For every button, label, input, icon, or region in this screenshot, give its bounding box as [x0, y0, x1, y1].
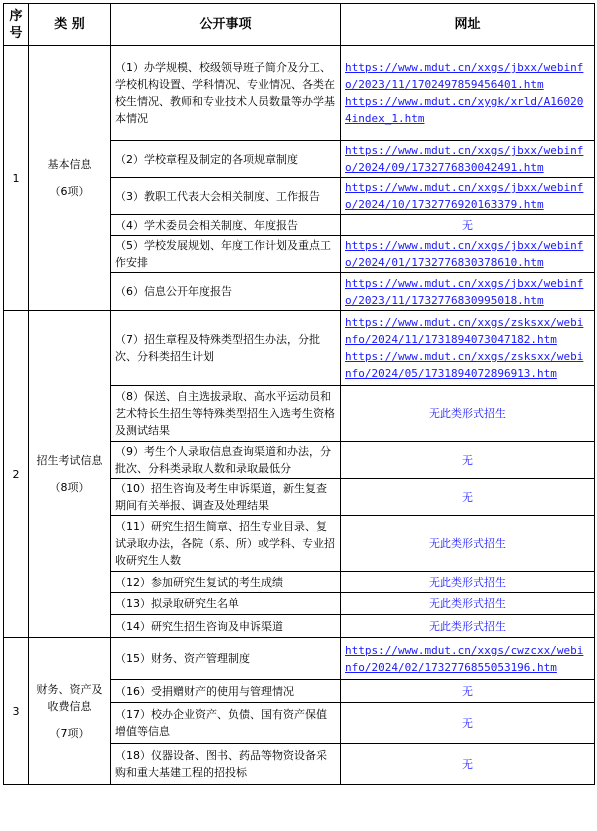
- url-cell: [341, 273, 595, 311]
- table-body: [4, 46, 595, 785]
- disclosure-item: （15）财务、资产管理制度: [111, 638, 341, 680]
- disclosure-item: （11）研究生招生简章、招生专业目录、复试录取办法，各院（系、所）或学科、专业招收研究生人数: [111, 516, 341, 572]
- group-seq: 1: [4, 46, 29, 311]
- disclosure-item: （13）拟录取研究生名单: [111, 593, 341, 615]
- disclosure-link[interactable]: https://www.mdut.cn/xxgs/jbxx/webinfo/2024/09/1732776830042491.htm: [345, 144, 584, 174]
- status-text: 无: [341, 744, 595, 785]
- disclosure-item: （18）仪器设备、图书、药品等物资设备采购和重大基建工程的招投标: [111, 744, 341, 785]
- status-text: 无此类形式招生: [341, 615, 595, 638]
- disclosure-link[interactable]: https://www.mdut.cn/xxgs/jbxx/webinfo/2023/11/1702497859456401.htm: [345, 61, 584, 91]
- status-text: 无此类形式招生: [341, 516, 595, 572]
- url-cell: [341, 311, 595, 386]
- status-text: 无: [341, 680, 595, 703]
- status-text: 无此类形式招生: [341, 593, 595, 615]
- disclosure-item: （4）学术委员会相关制度、年度报告: [111, 215, 341, 236]
- disclosure-item: （16）受捐赠财产的使用与管理情况: [111, 680, 341, 703]
- disclosure-link[interactable]: https://www.mdut.cn/xxgs/jbxx/webinfo/2024/10/1732776920163379.htm: [345, 181, 584, 211]
- table-row: [4, 638, 595, 680]
- group-category: [29, 311, 111, 638]
- disclosure-item: （3）教职工代表大会相关制度、工作报告: [111, 178, 341, 215]
- status-text: 无此类形式招生: [341, 572, 595, 593]
- disclosure-link[interactable]: https://www.mdut.cn/xxgs/jbxx/webinfo/2023/11/1732776830995018.htm: [345, 276, 584, 307]
- disclosure-item: （2）学校章程及制定的各项规章制度: [111, 141, 341, 178]
- category-name: 招生考试信息: [36, 454, 103, 467]
- disclosure-item: （9）考生个人录取信息查询渠道和办法，分批次、分科类录取人数和录取最低分: [111, 442, 341, 479]
- table-row: [4, 311, 595, 386]
- status-text: 无: [341, 215, 595, 236]
- url-cell: [341, 236, 595, 273]
- status-text: 无此类形式招生: [341, 386, 595, 442]
- group-category: [29, 638, 111, 785]
- category-name: 基本信息: [47, 158, 92, 171]
- disclosure-link[interactable]: https://www.mdut.cn/xxgs/zsksxx/webinfo/2024/11/1731894073047182.htm: [345, 316, 584, 346]
- disclosure-item: （14）研究生招生咨询及申诉渠道: [111, 615, 341, 638]
- disclosure-item: （7）招生章程及特殊类型招生办法，分批次、分科类招生计划: [111, 311, 341, 386]
- category-count: （8项）: [49, 481, 90, 494]
- disclosure-link[interactable]: https://www.mdut.cn/xxgs/zsksxx/webinfo/2024/05/1731894072896913.htm: [345, 350, 584, 380]
- disclosure-item: （17）校办企业资产、负债、国有资产保值增值等信息: [111, 703, 341, 744]
- group-seq: 3: [4, 638, 29, 785]
- disclosure-link[interactable]: https://www.mdut.cn/xxgs/jbxx/webinfo/2024/01/1732776830378610.htm: [345, 239, 584, 269]
- disclosure-link[interactable]: https://www.mdut.cn/xygk/xrld/A160204index_1.htm: [345, 95, 584, 125]
- disclosure-item: （5）学校发展规划、年度工作计划及重点工作安排: [111, 236, 341, 273]
- status-text: 无: [341, 479, 595, 516]
- category-count: （6项）: [49, 185, 90, 198]
- category-count: （7项）: [49, 726, 90, 740]
- url-cell: [341, 141, 595, 178]
- url-cell: [341, 178, 595, 215]
- url-cell: [341, 638, 595, 680]
- disclosure-item: （6）信息公开年度报告: [111, 273, 341, 311]
- header-url: 网址: [341, 4, 595, 46]
- status-text: 无: [341, 442, 595, 479]
- category-name: 财务、资产及收费信息: [36, 682, 103, 713]
- disclosure-item: （10）招生咨询及考生申诉渠道，新生复查期间有关举报、调查及处理结果: [111, 479, 341, 516]
- table-row: [4, 46, 595, 141]
- group-seq: 2: [4, 311, 29, 638]
- header-seq: 序号: [4, 4, 29, 46]
- url-cell: [341, 46, 595, 141]
- disclosure-table: [3, 3, 595, 785]
- disclosure-item: （12）参加研究生复试的考生成绩: [111, 572, 341, 593]
- header-items: 公开事项: [111, 4, 341, 46]
- header-category: 类 别: [29, 4, 111, 46]
- disclosure-item: （1）办学规模、校级领导班子简介及分工、学校机构设置、学科情况、专业情况、各类在校生情况、教师和专业技术人员数量等办学基本情况: [111, 46, 341, 141]
- disclosure-link[interactable]: https://www.mdut.cn/xxgs/cwzcxx/webinfo/2024/02/1732776855053196.htm: [345, 643, 584, 674]
- header-row: [4, 4, 595, 46]
- status-text: 无: [341, 703, 595, 744]
- group-category: [29, 46, 111, 311]
- disclosure-item: （8）保送、自主选拔录取、高水平运动员和艺术特长生招生等特殊类型招生入选考生资格及测试结果: [111, 386, 341, 442]
